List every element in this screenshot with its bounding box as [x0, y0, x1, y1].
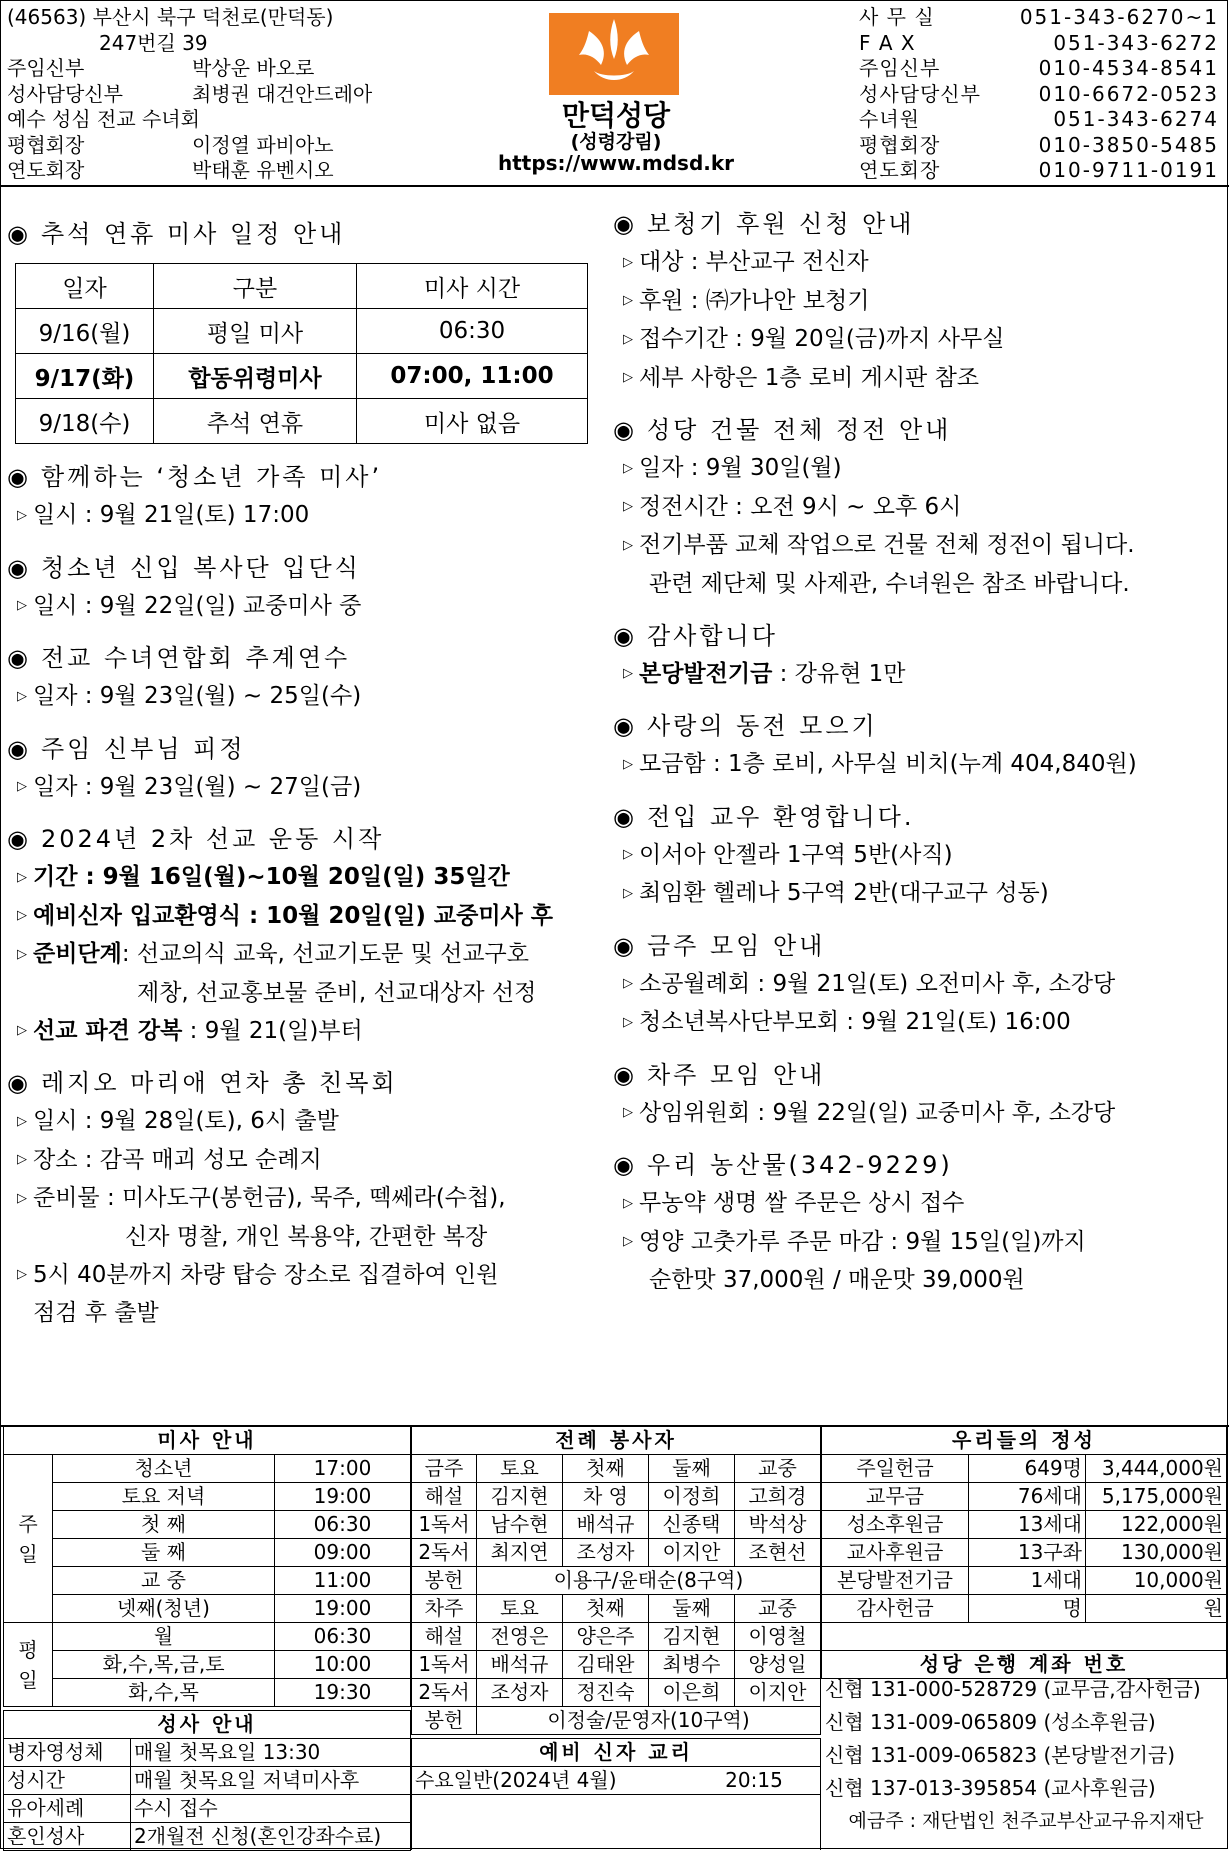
bullet-icon: ◉ — [613, 210, 637, 238]
bullet-icon: ◉ — [613, 802, 637, 831]
offering-amount: 122,000원 — [1086, 1511, 1227, 1539]
contact-label: 수녀원 — [859, 107, 920, 131]
server-name: 배석규 — [563, 1511, 649, 1539]
item-label: 선교 파견 강복 — [33, 1017, 183, 1044]
server-name: 조성자 — [563, 1539, 649, 1567]
triangle-icon: ▷ — [17, 1267, 27, 1282]
catechism-table — [411, 1738, 821, 1850]
item-text: 5시 40분까지 차량 탑승 장소로 집결하여 인원 — [33, 1261, 499, 1288]
server-header: 교중 — [735, 1455, 821, 1483]
mass-time: 19:30 — [275, 1679, 411, 1707]
triangle-icon: ▷ — [623, 499, 633, 514]
table-header: 미사 시간 — [357, 264, 588, 309]
sunday-label: 주 일 — [4, 1455, 53, 1623]
item-label: 본당발전기금 — [639, 660, 773, 687]
server-name: 김태완 — [563, 1651, 649, 1679]
server-name: 조현선 — [735, 1539, 821, 1567]
staff-role: 성사담당신부 — [7, 81, 123, 106]
server-role: 2독서 — [412, 1679, 477, 1707]
triangle-icon: ▷ — [623, 976, 633, 991]
sacrament-name: 성시간 — [4, 1767, 131, 1795]
table-header: 일자 — [16, 264, 154, 309]
section-this-week — [613, 927, 1225, 1042]
table-cell: 06:30 — [357, 309, 588, 354]
table-title: 미사 안내 — [4, 1427, 411, 1455]
section-title: 2024년 2차 선교 운동 시작 — [40, 825, 385, 853]
mass-time: 19:00 — [275, 1483, 411, 1511]
triangle-icon: ▷ — [17, 1152, 27, 1167]
server-header: 토요 — [477, 1595, 563, 1623]
triangle-icon: ▷ — [623, 1195, 633, 1211]
section-mission — [7, 820, 607, 1050]
server-name: 김지현 — [649, 1623, 735, 1651]
triangle-icon: ▷ — [623, 666, 633, 681]
server-name: 양성일 — [735, 1651, 821, 1679]
church-url[interactable]: https://www.mdsd.kr — [497, 151, 735, 175]
mass-name: 교 중 — [53, 1567, 275, 1595]
offering-amount: 원 — [1086, 1595, 1227, 1623]
offering-count: 명 — [969, 1595, 1086, 1623]
server-name: 이용구/윤태순(8구역) — [477, 1567, 821, 1595]
sacrament-name: 혼인성사 — [4, 1823, 131, 1851]
table-cell: 07:00, 11:00 — [357, 354, 588, 399]
header-contacts — [859, 5, 1219, 184]
triangle-icon: ▷ — [17, 869, 27, 885]
bullet-icon: ◉ — [613, 1060, 637, 1089]
triangle-icon: ▷ — [623, 1105, 633, 1120]
left-column — [7, 215, 607, 1346]
item-text: 상임위원회 : 9월 22일(일) 교중미사 후, 소강당 — [639, 1099, 1116, 1126]
section-youth-mass — [7, 458, 607, 535]
table-cell: 9/16(월) — [16, 309, 154, 354]
mass-time: 10:00 — [275, 1651, 411, 1679]
server-name: 전영은 — [477, 1623, 563, 1651]
offering-name: 성소후원금 — [822, 1511, 969, 1539]
staff-role: 예수 성심 전교 수녀회 — [7, 107, 200, 131]
triangle-icon: ▷ — [623, 1234, 633, 1249]
bullet-icon: ◉ — [7, 1069, 31, 1097]
triangle-icon: ▷ — [623, 370, 633, 385]
bullet-icon: ◉ — [7, 463, 31, 491]
section-title: 추석 연휴 미사 일정 안내 — [40, 220, 346, 248]
item-text: 청소년복사단부모회 : 9월 21일(토) 16:00 — [639, 1009, 1071, 1035]
item-text: 영양 고춧가루 주문 마감 : 9월 15일(일)까지 — [639, 1228, 1086, 1255]
header — [1, 1, 1229, 184]
item-text: 최임환 헬레나 5구역 2반(대구교구 성동) — [639, 880, 1049, 906]
server-name: 이지안 — [735, 1679, 821, 1707]
item-text: 일자 : 9월 30일(월) — [639, 455, 842, 481]
offering-name: 주일헌금 — [822, 1455, 969, 1483]
triangle-icon: ▷ — [17, 507, 27, 523]
triangle-icon: ▷ — [17, 1113, 27, 1129]
triangle-icon: ▷ — [17, 1190, 27, 1206]
staff-role: 주임신부 — [7, 56, 85, 80]
section-power-outage — [613, 411, 1225, 603]
mass-name: 화,수,목,금,토 — [53, 1651, 275, 1679]
server-name: 이은희 — [649, 1679, 735, 1707]
server-header: 금주 — [412, 1455, 477, 1483]
bullet-icon: ◉ — [7, 220, 31, 248]
server-name: 이정술/문영자(10구역) — [477, 1707, 821, 1735]
triangle-icon: ▷ — [17, 598, 27, 613]
mass-time: 17:00 — [275, 1455, 411, 1483]
blank-cell — [412, 1795, 821, 1851]
church-name: 만덕성당 — [561, 99, 671, 132]
offering-count: 13세대 — [969, 1511, 1086, 1539]
table-title: 전례 봉사자 — [412, 1427, 821, 1455]
table-cell: 추석 연휴 — [154, 399, 357, 444]
bank-account: 신협 137-013-395854 (교사후원금) — [825, 1776, 1156, 1800]
bank-accounts — [821, 1673, 1227, 1838]
server-header: 토요 — [477, 1455, 563, 1483]
offerings-table — [821, 1426, 1227, 1679]
item-label: 준비단계 — [33, 941, 122, 967]
section-nuns-retreat — [7, 639, 607, 716]
offering-amount: 5,175,000원 — [1086, 1483, 1227, 1511]
server-name: 배석규 — [477, 1651, 563, 1679]
item-text: 기간 : 9월 16일(월)~10월 20일(일) 35일간 — [33, 864, 510, 890]
item-text: 소공월례회 : 9월 21일(토) 오전미사 후, 소강당 — [639, 970, 1116, 997]
bullet-icon: ◉ — [7, 553, 31, 582]
section-title: 감사합니다 — [646, 621, 778, 650]
mass-time: 06:30 — [275, 1511, 411, 1539]
server-name: 고희경 — [735, 1483, 821, 1511]
offering-amount: 130,000원 — [1086, 1539, 1227, 1567]
item-text: 일시 : 9월 22일(일) 교중미사 중 — [33, 592, 362, 619]
triangle-icon: ▷ — [623, 460, 633, 476]
section-priest-retreat — [7, 730, 607, 807]
server-header: 차주 — [412, 1595, 477, 1623]
catechism-class: 수요일반(2024년 4월) — [412, 1767, 689, 1795]
staff-role: 연도회장 — [7, 158, 85, 182]
contact-label: 연도회장 — [859, 158, 941, 182]
contact-number: 051-343-6274 — [1053, 107, 1219, 131]
account-holder: 예금주 : 재단법인 천주교부산교구유지재단 — [848, 1810, 1204, 1832]
servers-table — [411, 1426, 821, 1735]
bullet-icon: ◉ — [613, 416, 637, 444]
address: (46563) 부산시 북구 덕천로(만덕동) — [7, 5, 334, 29]
contact-number: 010-4534-8541 — [1038, 56, 1219, 80]
contact-number: 010-9711-0191 — [1038, 158, 1219, 182]
section-farm — [613, 1146, 1225, 1299]
table-title: 예비 신자 교리 — [412, 1739, 821, 1767]
mass-name: 화,수,목 — [53, 1679, 275, 1707]
triangle-icon: ▷ — [17, 946, 27, 962]
offering-count: 1세대 — [969, 1567, 1086, 1595]
triangle-icon: ▷ — [623, 847, 633, 862]
triangle-icon: ▷ — [623, 537, 633, 553]
bullet-icon: ◉ — [7, 825, 31, 853]
sacrament-info: 수시 접수 — [131, 1795, 411, 1823]
contact-label: F A X — [859, 30, 916, 55]
mass-guide-table — [3, 1426, 411, 1707]
section-title: 함께하는 ‘청소년 가족 미사’ — [40, 463, 383, 491]
contact-label: 주임신부 — [859, 56, 941, 80]
section-coins — [613, 707, 1225, 784]
triangle-icon: ▷ — [623, 756, 633, 772]
section-title: 청소년 신입 복사단 입단식 — [40, 553, 361, 582]
contact-label: 성사담당신부 — [859, 81, 981, 106]
mass-time: 09:00 — [275, 1539, 411, 1567]
catechism-time: 20:15 — [688, 1767, 821, 1795]
item-text: : 강유현 1만 — [772, 660, 906, 687]
server-role: 봉헌 — [412, 1707, 477, 1735]
section-thanks — [613, 617, 1225, 694]
triangle-icon: ▷ — [17, 779, 27, 794]
server-header: 둘째 — [649, 1455, 735, 1483]
table-title: 우리들의 정성 — [822, 1427, 1227, 1455]
section-mass-schedule — [7, 215, 607, 444]
right-column — [613, 205, 1225, 1313]
item-continuation: 순한맛 37,000원 / 매운맛 39,000원 — [649, 1267, 1025, 1293]
mass-name: 청소년 — [53, 1455, 275, 1483]
blank-cell — [822, 1623, 1227, 1651]
item-continuation: 제창, 선교홍보물 준비, 선교대상자 선정 — [137, 979, 537, 1006]
table-title: 성사 안내 — [4, 1711, 411, 1739]
contact-number: 051-343-6270~1 — [1019, 5, 1219, 29]
server-header: 교중 — [735, 1595, 821, 1623]
item-text: 일자 : 9월 23일(월) ~ 27일(금) — [33, 773, 362, 800]
server-name: 양은주 — [563, 1623, 649, 1651]
header-left — [7, 5, 372, 184]
offering-amount: 10,000원 — [1086, 1567, 1227, 1595]
section-legio — [7, 1064, 607, 1332]
staff-role: 평협회장 — [7, 132, 85, 157]
offering-name: 본당발전기금 — [822, 1567, 969, 1595]
item-text: 준비물 : 미사도구(봉헌금), 묵주, 떽쎄라(수첩), — [33, 1185, 506, 1211]
offering-count: 76세대 — [969, 1483, 1086, 1511]
mass-name: 토요 저녁 — [53, 1483, 275, 1511]
item-text: 예비신자 입교환영식 : 10월 20일(일) 교중미사 후 — [33, 902, 553, 929]
mass-schedule-table — [15, 263, 588, 444]
server-role: 1독서 — [412, 1511, 477, 1539]
section-title: 전교 수녀연합회 추계연수 — [40, 644, 351, 672]
server-role: 1독서 — [412, 1651, 477, 1679]
table-cell: 미사 없음 — [357, 399, 588, 444]
weekday-label: 평 일 — [4, 1623, 53, 1707]
table-cell: 9/17(화) — [16, 354, 154, 399]
item-text: 접수기간 : 9월 20일(금)까지 사무실 — [639, 326, 1005, 352]
staff-name: 박상운 바오로 — [192, 56, 315, 80]
server-name: 이지안 — [649, 1539, 735, 1567]
item-text: 정전시간 : 오전 9시 ~ 오후 6시 — [639, 493, 962, 520]
item-continuation: 점검 후 출발 — [33, 1300, 159, 1326]
bullet-icon: ◉ — [613, 1151, 637, 1179]
server-name: 신종택 — [649, 1511, 735, 1539]
bullet-icon: ◉ — [613, 931, 637, 960]
server-name: 최병수 — [649, 1651, 735, 1679]
staff-name: 이정열 파비아노 — [192, 132, 334, 157]
section-welcome — [613, 798, 1225, 913]
triangle-icon: ▷ — [17, 1023, 27, 1038]
item-text: 장소 : 감곡 매괴 성모 순례지 — [33, 1146, 322, 1173]
staff-name: 박태훈 유벤시오 — [192, 158, 334, 182]
triangle-icon: ▷ — [17, 688, 27, 704]
server-name: 차 영 — [563, 1483, 649, 1511]
server-header: 첫째 — [563, 1455, 649, 1483]
item-text: 전기부품 교체 작업으로 건물 전체 정전이 됩니다. — [639, 532, 1135, 558]
item-text: 후원 : ㈜가나안 보청기 — [639, 287, 870, 314]
section-title: 보청기 후원 신청 안내 — [646, 210, 915, 238]
item-continuation: 관련 제단체 및 사제관, 수녀원은 참조 바랍니다. — [649, 570, 1130, 597]
mass-name: 넷째(청년) — [53, 1595, 275, 1623]
item-text: 모금함 : 1층 로비, 사무실 비치(누계 404,840원) — [639, 751, 1137, 777]
section-next-week — [613, 1056, 1225, 1133]
offering-count: 13구좌 — [969, 1539, 1086, 1567]
offering-name: 교무금 — [822, 1483, 969, 1511]
server-header: 첫째 — [563, 1595, 649, 1623]
server-name: 이영철 — [735, 1623, 821, 1651]
server-name: 최지연 — [477, 1539, 563, 1567]
contact-number: 051-343-6272 — [1053, 30, 1219, 55]
mass-time: 06:30 — [275, 1623, 411, 1651]
section-title: 성당 건물 전체 정전 안내 — [646, 416, 952, 444]
table-cell: 합동위령미사 — [154, 354, 357, 399]
mass-name: 첫 째 — [53, 1511, 275, 1539]
triangle-icon: ▷ — [623, 254, 633, 270]
sacrament-name: 병자영성체 — [4, 1739, 131, 1767]
staff-name: 최병권 대건안드레아 — [192, 81, 373, 106]
offering-count: 649명 — [969, 1455, 1086, 1483]
section-title: 사랑의 동전 모으기 — [646, 712, 878, 740]
sacrament-table — [3, 1710, 411, 1851]
sacrament-info: 2개월전 신청(혼인강좌수료) — [131, 1823, 411, 1851]
triangle-icon: ▷ — [623, 1014, 633, 1030]
mass-time: 19:00 — [275, 1595, 411, 1623]
table-header: 구분 — [154, 264, 357, 309]
section-title: 주임 신부님 피정 — [40, 734, 246, 763]
church-logo — [549, 13, 679, 95]
item-text: 대상 : 부산교구 전신자 — [639, 249, 869, 275]
item-text: 무농약 생명 쌀 주문은 상시 접수 — [639, 1190, 965, 1216]
item-text: 일시 : 9월 28일(토), 6시 출발 — [33, 1108, 339, 1134]
triangle-icon: ▷ — [623, 885, 633, 901]
bullet-icon: ◉ — [7, 644, 31, 672]
server-name: 이정희 — [649, 1483, 735, 1511]
server-role: 해설 — [412, 1623, 477, 1651]
item-text: : 9월 21(일)부터 — [182, 1017, 363, 1044]
sacrament-info: 매월 첫목요일 저녁미사후 — [131, 1767, 411, 1795]
bullet-icon: ◉ — [7, 734, 31, 763]
sacrament-info: 매월 첫목요일 13:30 — [131, 1739, 411, 1767]
section-title: 우리 농산물(342-9229) — [646, 1151, 953, 1179]
bullet-icon: ◉ — [613, 712, 637, 740]
item-text: 일시 : 9월 21일(토) 17:00 — [33, 502, 310, 528]
item-text: 이서아 안젤라 1구역 5반(사직) — [639, 841, 953, 868]
section-altar-servers — [7, 549, 607, 626]
bank-account: 신협 131-009-065823 (본당발전기금) — [825, 1743, 1176, 1767]
bullet-icon: ◉ — [613, 621, 637, 650]
table-title: 성당 은행 계좌 번호 — [822, 1651, 1227, 1679]
triangle-icon: ▷ — [17, 908, 27, 923]
server-role: 봉헌 — [412, 1567, 477, 1595]
section-title: 레지오 마리애 연차 총 친목회 — [40, 1069, 398, 1097]
offering-name: 감사헌금 — [822, 1595, 969, 1623]
triangle-icon: ▷ — [623, 331, 633, 347]
bank-account: 신협 131-000-528729 (교무금,감사헌금) — [825, 1677, 1201, 1701]
item-text: 세부 사항은 1층 로비 게시판 참조 — [639, 364, 980, 391]
sacrament-name: 유아세례 — [4, 1795, 131, 1823]
server-name: 정진숙 — [563, 1679, 649, 1707]
header-divider — [1, 185, 1229, 187]
item-continuation: 신자 명찰, 개인 복용약, 간편한 복장 — [125, 1223, 488, 1250]
contact-label: 사 무 실 — [859, 5, 935, 29]
server-name: 조성자 — [477, 1679, 563, 1707]
contact-number: 010-3850-5485 — [1038, 132, 1219, 157]
item-text: 일자 : 9월 23일(월) ~ 25일(수) — [33, 683, 362, 709]
item-text: : 선교의식 교육, 선교기도문 및 선교구호 — [121, 941, 529, 967]
bank-account: 신협 131-009-065809 (성소후원금) — [825, 1710, 1156, 1734]
section-title: 전입 교우 환영합니다. — [646, 802, 915, 831]
contact-label: 평협회장 — [859, 132, 941, 157]
server-role: 해설 — [412, 1483, 477, 1511]
triangle-icon: ▷ — [623, 293, 633, 308]
mass-time: 11:00 — [275, 1567, 411, 1595]
mass-name: 월 — [53, 1623, 275, 1651]
server-name: 박석상 — [735, 1511, 821, 1539]
server-header: 둘째 — [649, 1595, 735, 1623]
server-role: 2독서 — [412, 1539, 477, 1567]
church-subtitle: (성령강림) — [570, 131, 662, 153]
table-cell: 평일 미사 — [154, 309, 357, 354]
server-name: 김지현 — [477, 1483, 563, 1511]
section-title: 금주 모임 안내 — [646, 931, 826, 960]
contact-number: 010-6672-0523 — [1038, 81, 1219, 106]
server-name: 남수현 — [477, 1511, 563, 1539]
mass-name: 둘 째 — [53, 1539, 275, 1567]
offering-name: 교사후원금 — [822, 1539, 969, 1567]
table-cell: 9/18(수) — [16, 399, 154, 444]
address-line2: 247번길 39 — [99, 30, 208, 55]
section-hearing-aid — [613, 205, 1225, 397]
offering-amount: 3,444,000원 — [1086, 1455, 1227, 1483]
section-title: 차주 모임 안내 — [646, 1060, 826, 1089]
